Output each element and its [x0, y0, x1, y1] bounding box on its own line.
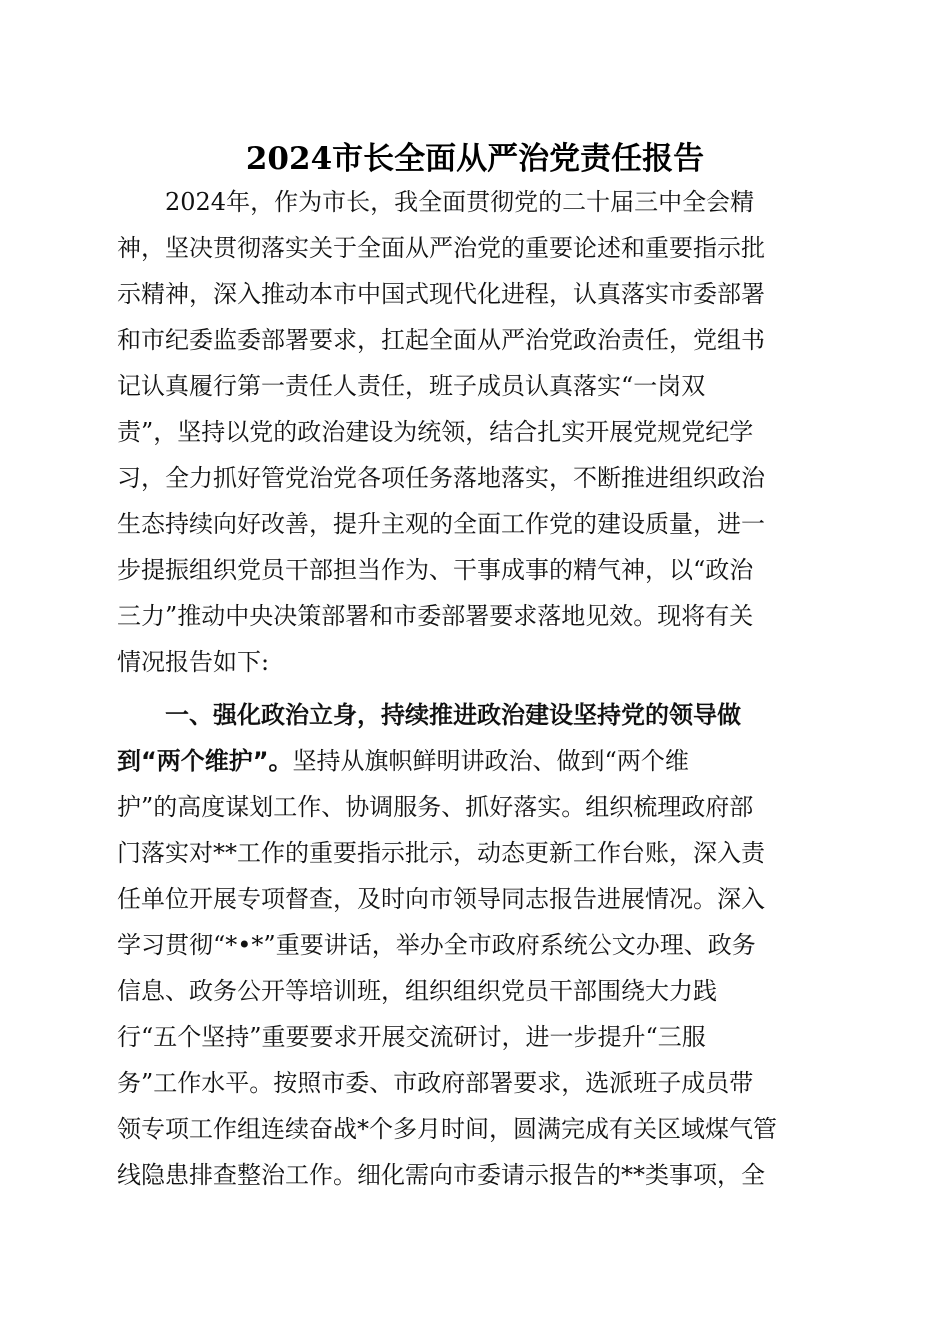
section-heading: 一、强化政治立身，持续推进政治建设坚持党的领导做	[165, 701, 741, 729]
body-line: 学习贯彻“*•*”重要讲话，举办全市政府系统公文办理、政务	[117, 931, 756, 959]
body-line: 门落实对**工作的重要指示批示，动态更新工作台账，深入责	[117, 839, 765, 867]
body-line: 领专项工作组连续奋战*个多月时间，圆满完成有关区域煤气管	[117, 1115, 777, 1143]
document-title: 2024市长全面从严治党责任报告	[245, 141, 705, 177]
body-line: 信息、政务公开等培训班，组织组织党员干部围绕大力践	[117, 977, 717, 1005]
body-line: 神，坚决贯彻落实关于全面从严治党的重要论述和重要指示批	[117, 234, 765, 262]
section-heading-continuation: 到“两个维护”。	[117, 747, 293, 775]
body-line: 步提振组织党员干部担当作为、干事成事的精气神，以“政治	[117, 556, 754, 584]
body-line: 务”工作水平。按照市委、市政府部署要求，选派班子成员带	[117, 1069, 754, 1097]
body-text: 坚持从旗帜鲜明讲政治、做到“两个维	[292, 747, 689, 775]
body-line: 记认真履行第一责任人责任，班子成员认真落实“一岗双	[117, 372, 706, 400]
body-line: 示精神，深入推动本市中国式现代化进程，认真落实市委部署	[117, 280, 765, 308]
body-line: 责”，坚持以党的政治建设为统领，结合扎实开展党规党纪学	[117, 418, 754, 446]
body-line: 生态持续向好改善，提升主观的全面工作党的建设质量，进一	[117, 510, 765, 538]
body-line: 行“五个坚持”重要要求开展交流研讨，进一步提升“三服	[117, 1023, 706, 1051]
body-line: 2024年，作为市长，我全面贯彻党的二十届三中全会精	[165, 188, 755, 216]
body-line: 情况报告如下:	[117, 648, 270, 676]
body-line: 护”的高度谋划工作、协调服务、抓好落实。组织梳理政府部	[117, 793, 754, 821]
body-line: 和市纪委监委部署要求，扛起全面从严治党政治责任，党组书	[117, 326, 765, 354]
section-heading-line	[117, 738, 837, 784]
body-line: 习，全力抓好管党治党各项任务落地落实，不断推进组织政治	[117, 464, 765, 492]
body-line: 三力”推动中央决策部署和市委部署要求落地见效。现将有关	[117, 602, 754, 630]
body-line: 线隐患排查整治工作。细化需向市委请示报告的**类事项，全	[117, 1161, 765, 1189]
body-line: 任单位开展专项督查，及时向市领导同志报告进展情况。深入	[117, 885, 765, 913]
